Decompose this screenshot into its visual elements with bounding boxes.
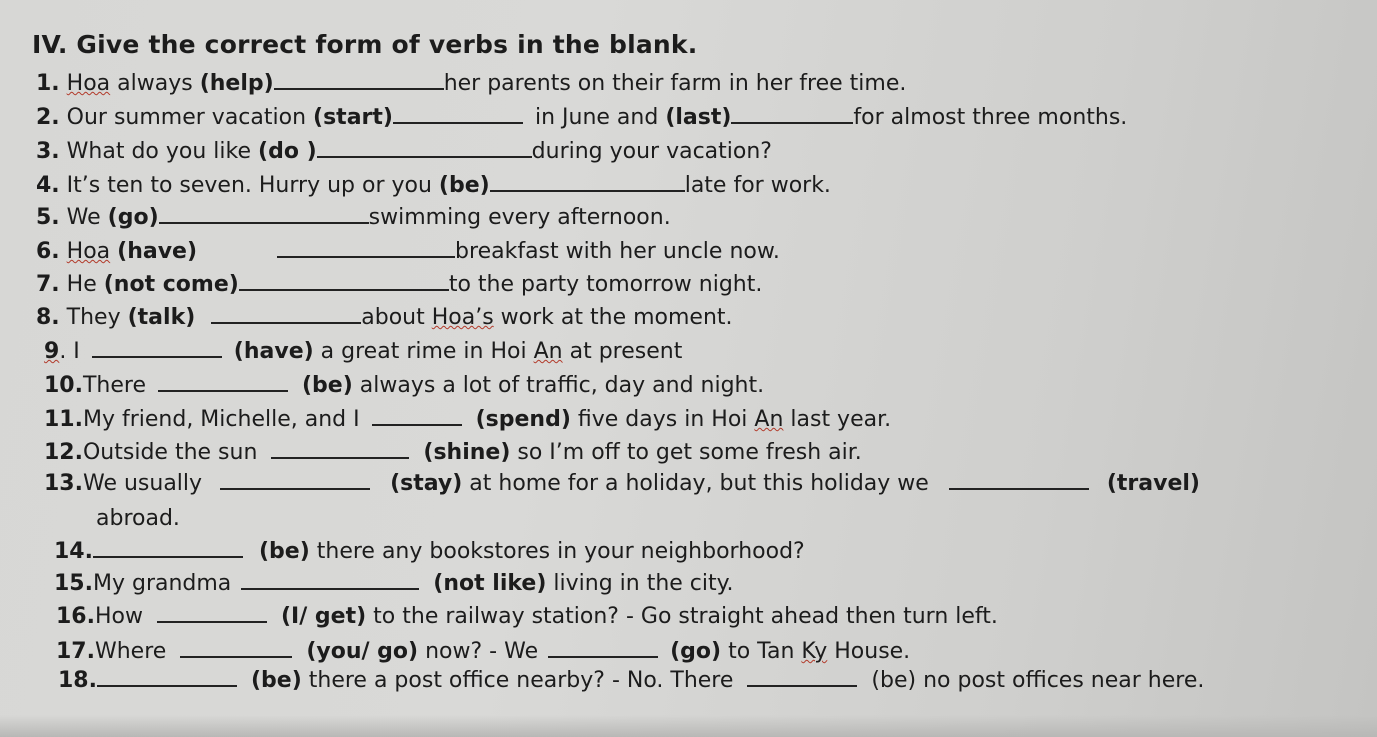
exercise-item-8 (36, 302, 733, 333)
verb-hint: (do ) (258, 139, 317, 164)
item-text: swimming every afternoon. (368, 205, 671, 230)
answer-blank[interactable] (180, 636, 292, 658)
exercise-item-14 (54, 536, 805, 567)
item-text: during your vacation? (531, 139, 772, 164)
item-text: (be) no post offices near here. (871, 668, 1205, 693)
item-text: An (533, 339, 563, 364)
item-text: We (66, 205, 108, 230)
item-text: to the party tomorrow night. (448, 272, 763, 297)
verb-hint: (shine) (423, 440, 511, 465)
exercise-item-7 (36, 269, 762, 300)
item-text: to Tan (721, 639, 802, 664)
answer-blank[interactable] (211, 302, 361, 324)
exercise-item-13 (44, 468, 1200, 499)
verb-hint: (not come) (103, 272, 239, 297)
answer-blank[interactable] (548, 636, 658, 658)
photo-bottom-edge (0, 715, 1377, 737)
verb-hint: (talk) (127, 305, 196, 330)
item-text: there any bookstores in your neighborhood? (309, 539, 805, 564)
verb-hint: (go) (107, 205, 159, 230)
item-text: living in the city. (546, 571, 734, 596)
exercise-title: IV. Give the correct form of verbs in the blank. (32, 30, 698, 59)
item-text: Outside the sun (82, 440, 258, 465)
verb-hint: (spend) (475, 407, 571, 432)
answer-blank[interactable] (277, 236, 455, 258)
verb-hint: (stay) (390, 471, 463, 496)
exercise-item-16 (56, 601, 998, 632)
answer-blank[interactable] (159, 202, 369, 224)
item-text: now? - We (418, 639, 539, 664)
item-number: 1. (36, 71, 60, 96)
item-number: 7. (36, 272, 60, 297)
item-text: There (82, 373, 146, 398)
verb-hint: (be) (302, 373, 353, 398)
item-text: at present (562, 339, 683, 364)
item-text: always (110, 71, 200, 96)
item-text: there a post office nearby? - No. There (301, 668, 734, 693)
answer-blank[interactable] (274, 68, 444, 90)
item-text: so I’m off to get some fresh air. (510, 440, 862, 465)
item-text: abroad. (96, 506, 180, 531)
answer-blank[interactable] (372, 404, 462, 426)
verb-hint: (be) (250, 668, 302, 693)
answer-blank[interactable] (393, 102, 523, 124)
item-text: her parents on their farm in her free time. (443, 71, 907, 96)
item-text: at home for a holiday, but this holiday we (462, 471, 929, 496)
answer-blank[interactable] (271, 437, 409, 459)
item-number: 2. (36, 105, 60, 130)
item-text: They (66, 305, 128, 330)
item-number: 3. (36, 139, 60, 164)
exercise-item-5 (36, 202, 671, 233)
answer-blank[interactable] (93, 536, 243, 558)
item-text: Where (94, 639, 167, 664)
exercise-item-9 (44, 336, 682, 367)
item-number: 17. (56, 639, 95, 664)
verb-hint: (I/ get) (280, 604, 367, 629)
item-number: 12. (44, 440, 83, 465)
item-text: always a lot of traffic, day and night. (352, 373, 765, 398)
item-number: 15. (54, 571, 93, 596)
exercise-item-6 (36, 236, 780, 267)
item-text: He (66, 272, 104, 297)
answer-blank[interactable] (241, 568, 419, 590)
verb-hint: (be) (438, 173, 490, 198)
verb-hint: (have) (233, 339, 314, 364)
item-number: 18. (58, 668, 97, 693)
item-text: for almost three months. (853, 105, 1128, 130)
answer-blank[interactable] (490, 170, 685, 192)
answer-blank[interactable] (158, 370, 288, 392)
item-text: Hoa (66, 71, 111, 96)
verb-hint: (you/ go) (306, 639, 419, 664)
exercise-item-1 (36, 68, 906, 99)
item-text: Ky (801, 639, 828, 664)
answer-blank[interactable] (731, 102, 853, 124)
answer-blank[interactable] (157, 601, 267, 623)
item-text: in June and (534, 105, 666, 130)
verb-hint: (be) (258, 539, 310, 564)
item-text: An (754, 407, 784, 432)
item-text: My grandma (92, 571, 232, 596)
item-text: breakfast with her uncle now. (455, 239, 780, 264)
exercise-item-10 (44, 370, 764, 401)
item-text: last year. (783, 407, 892, 432)
exercise-item-15 (54, 568, 734, 599)
verb-hint: (start) (313, 105, 393, 130)
exercise-item-12 (44, 437, 862, 468)
item-text: Our summer vacation (66, 105, 314, 130)
verb-hint: (go) (670, 639, 722, 664)
item-number: 14. (54, 539, 93, 564)
item-text: What do you like (66, 139, 259, 164)
verb-hint: (have) (117, 239, 198, 264)
item-number: 13. (44, 471, 83, 496)
item-text: . I (59, 339, 80, 364)
item-text: work at the moment. (493, 305, 733, 330)
item-text: Hoa’s (431, 305, 494, 330)
answer-blank[interactable] (220, 468, 370, 490)
item-text: House. (827, 639, 911, 664)
verb-hint: (not like) (433, 571, 547, 596)
item-text: a great rime in Hoi (313, 339, 534, 364)
answer-blank[interactable] (239, 269, 449, 291)
verb-hint: (last) (665, 105, 732, 130)
exercise-item-11 (44, 404, 891, 435)
item-text: Hoa (66, 239, 111, 264)
item-text: about (361, 305, 432, 330)
exercise-item-17 (56, 636, 910, 667)
item-text: It’s ten to seven. Hurry up or you (66, 173, 439, 198)
item-text: late for work. (684, 173, 831, 198)
item-number: 16. (56, 604, 95, 629)
item-text: My friend, Michelle, and I (82, 407, 360, 432)
item-text: five days in Hoi (570, 407, 755, 432)
item-number: 8. (36, 305, 60, 330)
item-number: 6. (36, 239, 60, 264)
verb-hint: (help) (199, 71, 274, 96)
exercise-item-4 (36, 170, 831, 201)
answer-blank[interactable] (92, 336, 222, 358)
exercise-item-18 (58, 665, 1204, 696)
verb-hint: (travel) (1106, 471, 1200, 496)
answer-blank[interactable] (97, 665, 237, 687)
answer-blank[interactable] (949, 468, 1089, 490)
item-number: 4. (36, 173, 60, 198)
item-number: 5. (36, 205, 60, 230)
item-number: 10. (44, 373, 83, 398)
exercise-item-13-continuation (96, 504, 180, 534)
item-number: 9 (44, 339, 60, 364)
item-text: We usually (82, 471, 203, 496)
item-text: How (94, 604, 143, 629)
answer-blank[interactable] (747, 665, 857, 687)
item-text: to the railway station? - Go straight ahead then turn left. (366, 604, 998, 629)
exercise-item-3 (36, 136, 772, 167)
exercise-item-2 (36, 102, 1127, 133)
item-number: 11. (44, 407, 83, 432)
answer-blank[interactable] (317, 136, 532, 158)
